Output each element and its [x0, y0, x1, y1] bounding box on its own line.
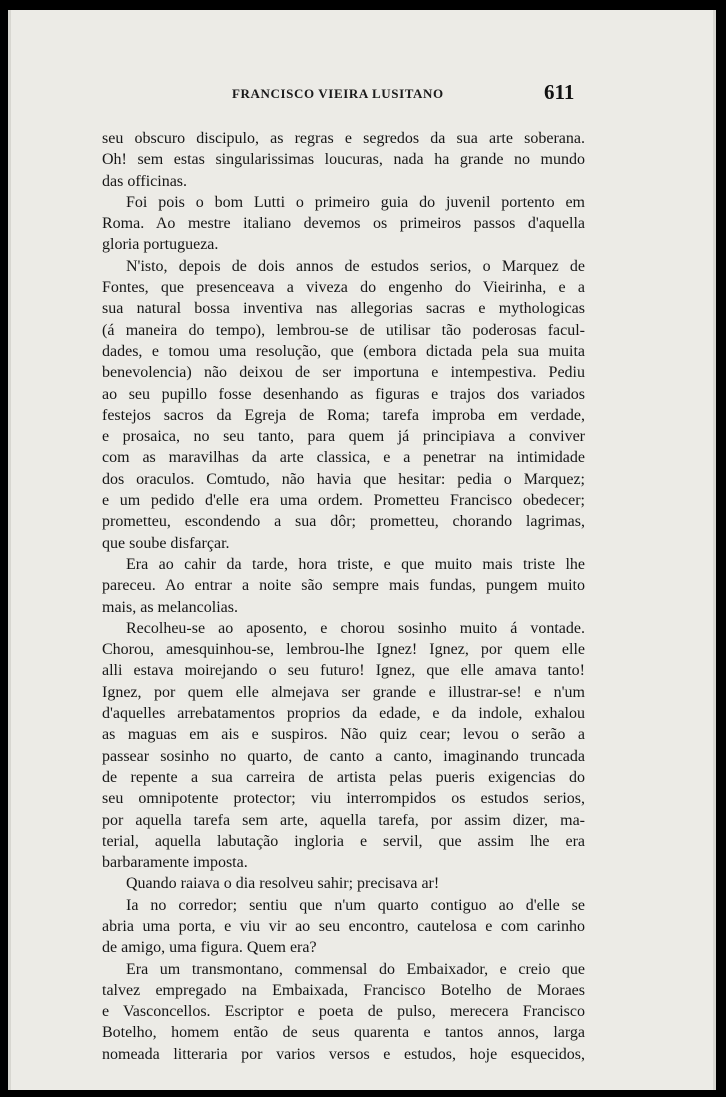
- page-number: 611: [544, 80, 575, 104]
- text-line: passear sosinho no quarto, de canto a canto, imaginando truncada: [102, 747, 585, 765]
- text-line: seu obscuro discipulo, as regras e segredos da sua arte soberana.: [102, 130, 585, 147]
- text-line: dos oraculos. Comtudo, não havia que hesitar: pedia o Marquez;: [102, 470, 585, 488]
- text-line: Quando raiava o dia resolveu sahir; precisava ar!: [126, 875, 440, 893]
- body-text: [102, 128, 585, 1065]
- text-line: por aquella tarefa sem arte, aquella tarefa, por assim dizer, ma-: [102, 811, 585, 829]
- text-line: Roma. Ao mestre italiano devemos os primeiros passos d'aquella: [102, 215, 585, 233]
- text-line: d'aquelles arrebatamentos proprios da edade, e da indole, exhalou: [102, 705, 585, 723]
- paragraph: [102, 873, 585, 894]
- text-line: Foi pois o bom Lutti o primeiro guia do juvenil portento em: [126, 193, 585, 211]
- text-line: de amigo, uma figura. Quem era?: [102, 939, 317, 957]
- text-line: Oh! sem estas singularissimas loucuras, nada ha grande no mundo: [102, 151, 585, 169]
- text-line: gloria portugueza.: [102, 236, 219, 254]
- text-line: barbaramente imposta.: [102, 854, 248, 872]
- text-line: Fontes, que presenceava a viveza do engenho do Vieirinha, e a: [102, 279, 585, 297]
- paragraph: [102, 128, 585, 192]
- text-line: e prosaica, no seu tanto, para quem já principiava a conviver: [102, 428, 585, 446]
- text-line: benevolencia) não deixou de ser importuna e intempestiva. Pediu: [102, 364, 585, 382]
- page-header: [8, 80, 716, 110]
- text-line: Chorou, amesquinhou-se, lembrou-lhe Ignez! Ignez, por quem elle: [102, 641, 585, 659]
- text-line: alli estava moirejando o seu futuro! Ignez, que elle amava tanto!: [102, 662, 585, 680]
- text-line: sua natural bossa inventiva nas allegorias sacras e mythologicas: [102, 300, 585, 318]
- text-line: Era um transmontano, commensal do Embaixador, e creio que: [126, 960, 585, 978]
- running-title: FRANCISCO VIEIRA LUSITANO: [232, 86, 444, 101]
- text-line: Botelho, homem então de seus quarenta e tantos annos, larga: [102, 1024, 585, 1042]
- text-line: Recolheu-se ao aposento, e chorou sosinho muito á vontade.: [126, 619, 585, 637]
- scanned-page: [8, 10, 716, 1090]
- paragraph: [102, 959, 585, 1065]
- paragraph: [102, 192, 585, 256]
- text-line: Ia no corredor; sentiu que n'um quarto contiguo ao d'elle se: [126, 896, 585, 914]
- page-edge-right: [713, 10, 716, 1090]
- paragraph: [102, 618, 585, 874]
- text-line: terial, aquella labutação ingloria e servil, que assim lhe era: [102, 832, 585, 850]
- paragraph: [102, 554, 585, 618]
- text-line: mais, as melancolias.: [102, 598, 238, 616]
- text-line: talvez empregado na Embaixada, Francisco Botelho de Moraes: [102, 981, 585, 999]
- text-line: abria uma porta, e viu vir ao seu encontro, cautelosa e com carinho: [102, 917, 585, 935]
- text-line: festejos sacros da Egreja de Roma; tarefa improba em verdade,: [102, 406, 585, 424]
- text-line: com as maravilhas da arte classica, e a penetrar na intimidade: [102, 449, 585, 467]
- text-line: e um pedido d'elle era uma ordem. Prometteu Francisco obedecer;: [102, 492, 585, 510]
- text-line: (á maneira do tempo), lembrou-se de utilisar tão poderosas facul-: [102, 321, 585, 339]
- text-line: N'isto, depois de dois annos de estudos serios, o Marquez de: [126, 257, 585, 275]
- text-line: de repente a sua carreira de artista pelas pueris exigencias do: [102, 768, 585, 786]
- text-line: Ignez, por quem elle almejava ser grande e illustrar-se! e n'um: [102, 683, 585, 701]
- text-line: ao seu pupillo fosse desenhando as figuras e trajos dos variados: [102, 385, 585, 403]
- page-edge-left: [8, 10, 11, 1090]
- text-line: seu omnipotente protector; viu interrompidos os estudos serios,: [102, 790, 585, 808]
- text-line: dades, e tomou uma resolução, que (embora dictada pela sua muita: [102, 342, 585, 360]
- text-line: e Vasconcellos. Escriptor e poeta de pulso, merecera Francisco: [102, 1003, 585, 1021]
- paragraph: [102, 256, 585, 554]
- text-line: Era ao cahir da tarde, hora triste, e que muito mais triste lhe: [126, 555, 585, 573]
- text-line: nomeada litteraria por varios versos e estudos, hoje esquecidos,: [102, 1045, 585, 1063]
- text-line: das officinas.: [102, 172, 188, 190]
- text-line: as maguas em ais e suspiros. Não quiz cear; levou o serão a: [102, 726, 585, 744]
- paragraph: [102, 895, 585, 959]
- text-line: prometteu, escondendo a sua dôr; prometteu, chorando lagrimas,: [102, 513, 585, 531]
- text-line: pareceu. Ao entrar a noite são sempre mais fundas, pungem muito: [102, 577, 585, 595]
- text-line: que soube disfarçar.: [102, 534, 230, 552]
